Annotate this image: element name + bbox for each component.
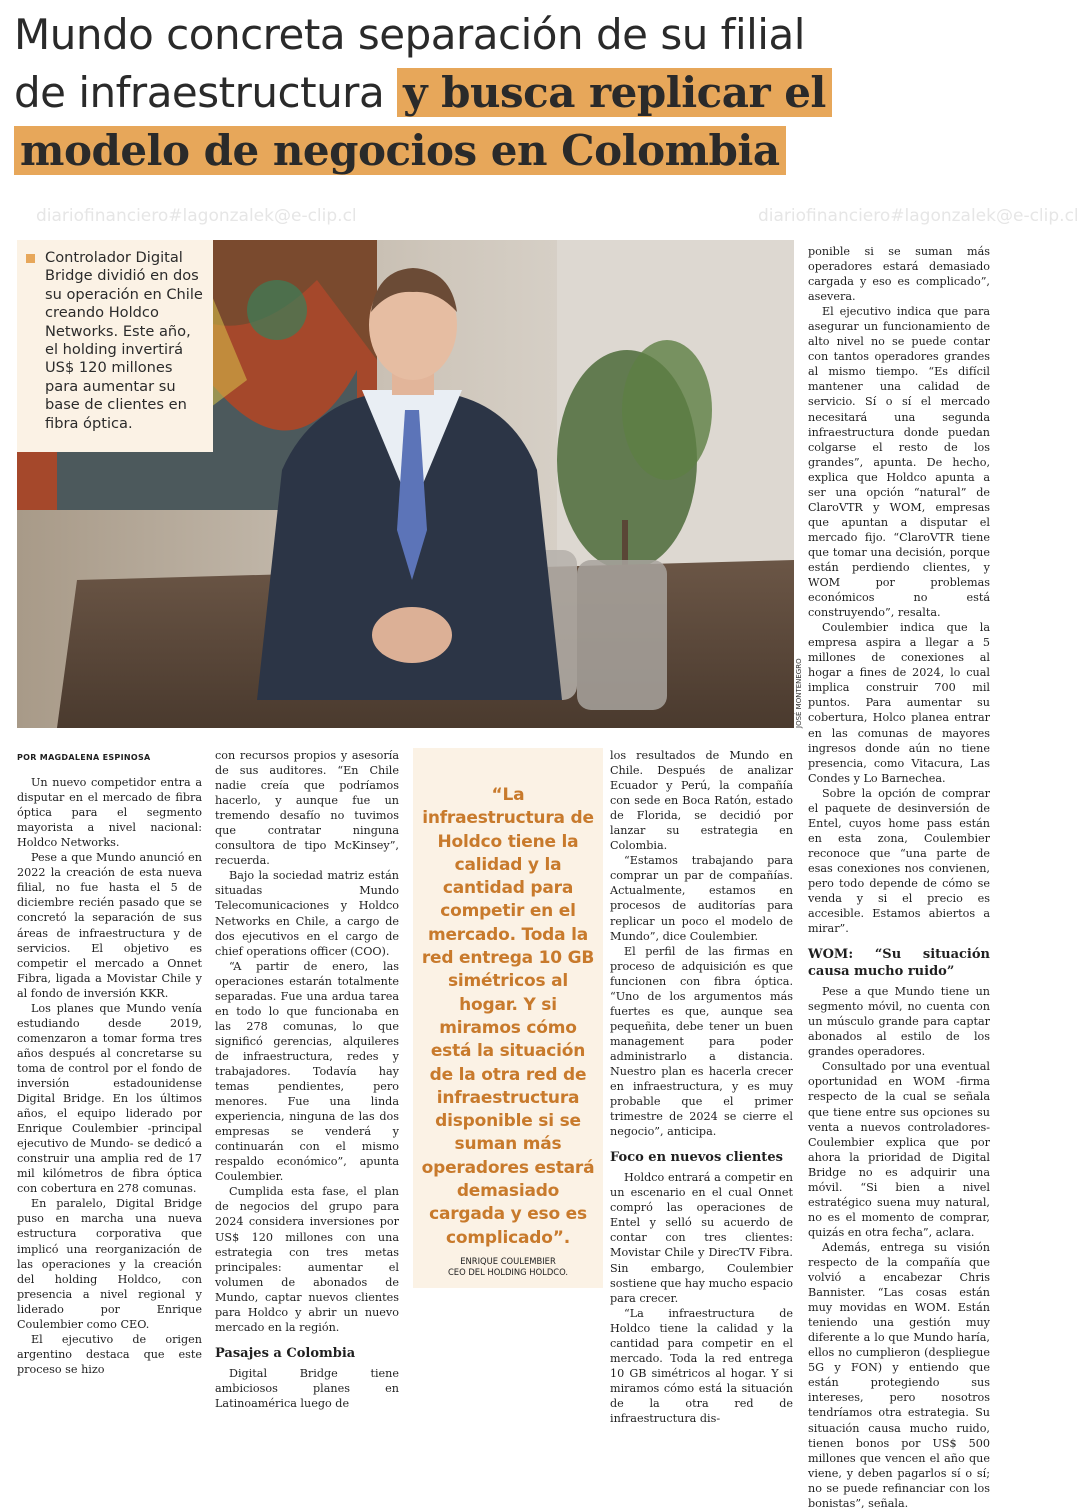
- paragraph: Coulembier indica que la empresa aspira a llegar a 5 millones de conexiones al hogar a fines de 2024, lo cual implica construir 700 mil puntos. Para aumentar su cobertura, Holco planea entrar en las comunas de mayores ingresos donde aún no tiene presencia, como Vitacura, Las Condes y Lo Barnechea.: [808, 621, 990, 785]
- photo-credit: JOSÉ MONTENEGRO: [795, 658, 803, 728]
- headline: [14, 6, 994, 180]
- paragraph: Un nuevo competidor entra a disputar en el mercado de fibra óptica para el segmento mayorista a nivel nacional: Holdco Networks.: [17, 776, 202, 850]
- article-column-4: [808, 244, 990, 1511]
- quote-author-role: CEO DEL HOLDING HOLDCO.: [447, 1267, 569, 1277]
- article-column-1: [17, 750, 202, 1377]
- subhead-pasajes: Pasajes a Colombia: [215, 1345, 356, 1361]
- headline-line-3: [14, 122, 994, 180]
- lede-text: Controlador Digital Bridge dividió en dos su operación en Chile creando Holdco Networks. Este año, el holding invertirá US$ 120 millones para aumentar su base de clientes en fibra óptica.: [45, 249, 203, 432]
- paragraph: Sobre la opción de comprar el paquete de desinversión de Entel, cuyos home pass están en esta zona, Coulembier reconoce que “una parte de esas conexiones nos convienen, pero todo depende de cómo se venda y si el precio es accesible. Estamos abiertos a mirar”.: [808, 786, 990, 936]
- paragraph: Los planes que Mundo venía estudiando desde 2019, comenzaron a tomar forma tres años después al concretarse su toma de control por el fondo de inversión estadounidense Digital Bridge. En los últimos años, el equipo liderado por Enrique Coulembier -principal ejecutivo de Mundo- se dedicó a construir una amplia red de 17 mil kilómetros de fibra óptica con cobertura en 278 comunas.: [17, 1001, 202, 1196]
- square-bullet-icon: [26, 254, 35, 263]
- headline-light-part: de infraestructura: [14, 68, 385, 117]
- quote-author-name: ENRIQUE COULEMBIER: [460, 1256, 556, 1266]
- paragraph: con recursos propios y asesoría de sus auditores. “En Chile nadie creía que podríamos hacerlo, y aunque fue un tremendo desafío no tuvimos que contratar ninguna consultora de tipo McKinsey”, recuerda.: [215, 749, 399, 868]
- paragraph: Cumplida esta fase, el plan de negocios del grupo para 2024 considera inversiones por US$ 120 millones con una estrategia con tres metas principales: aumentar el volumen de abonados de Mundo, captar nuevos clientes para Holdco y abrir un nuevo mercado en la región.: [215, 1185, 399, 1334]
- paragraph: “Estamos trabajando para comprar un par de compañías. Actualmente, estamos en procesos de auditorías para replicar un poco el modelo de Mundo”, dice Coulembier.: [610, 854, 793, 943]
- paragraph: Además, entrega su visión respecto de la compañía que volvió a encabezar Chris Bannister. “Las cosas están muy movidas en WOM. Están teniendo una gestión muy diferente a lo que Mundo haría, ellos no cumplieron (despliegue 5G y FON) y entiendo que están protegiendo sus intereses, pero nosotros tendríamos otra estrategia. Su situación causa mucho ruido, tienen bonos por US$ 500 millones que vencen el año que viene, y deben pagarlos sí o sí; no se puede refinanciar con los bonistas”, señala.: [808, 1240, 990, 1510]
- pull-quote-text: “La infraestructura de Holdco tiene la calidad y la cantidad para competir en el mercado. Toda la red entrega 10 GB simétricos al hogar. Y si miramos cómo está la situación de la otra red de infraestructura disponible si se suman más operadores estará demasiado cargada y eso es complicado”.: [421, 785, 595, 1248]
- paragraph: “La infraestructura de Holdco tiene la calidad y la cantidad para competir en el mercado. Toda la red entrega 10 GB simétricos al hogar. Y si miramos cómo está la situación de la otra red de infraestructura dis-: [610, 1306, 793, 1425]
- headline-line-2: [14, 64, 994, 122]
- headline-highlight-2: modelo de negocios en Colombia: [14, 126, 786, 175]
- paragraph: El perfil de las firmas en proceso de adquisición es que funcionen con fibra óptica. “Uno de los argumentos más fuertes es que, aunque sea pequeñita, debe tener un buen management para poder administrarlo a distancia. Nuestro plan es hacerla crecer en infraestructura, y es muy probable que el primer trimestre de 2024 se cierre el negocio”, anticipa.: [610, 944, 793, 1139]
- paragraph: “A partir de enero, las operaciones estarán totalmente separadas. Fue una ardua tarea en todo lo que funcionaba en las 278 comunas, lo que significó gerencias, alquileres de infraestructura, redes y trabajadores. Todavía hay temas pendientes, pero menores. Fue una linda experiencia, ninguna de las dos empresas se venderá y continuarán con el mismo respaldo económico”, apunta Coulembier.: [215, 959, 399, 1184]
- headline-highlight-1: y busca replicar el: [397, 68, 832, 117]
- lede-box: [17, 240, 213, 452]
- pull-quote-attribution: [413, 1256, 603, 1278]
- paragraph: Holdco entrará a competir en un escenario en el cual Onnet compró las operaciones de Entel y selló su acuerdo de contar con tres clientes: Movistar Chile y DirecTV Fibra. Sin embargo, Coulembier sostiene que hay mucho espacio para crecer.: [610, 1171, 793, 1305]
- byline: POR MAGDALENA ESPINOSA: [17, 753, 151, 762]
- paragraph: Pese a que Mundo tiene un segmento móvil, no cuenta con un músculo grande para captar abonados al estilo de los grandes operadores.: [808, 985, 990, 1059]
- subhead-foco: Foco en nuevos clientes: [610, 1150, 783, 1166]
- paragraph: El ejecutivo de origen argentino destaca que este proceso se hizo: [17, 1332, 202, 1376]
- paragraph: En paralelo, Digital Bridge puso en marcha una nueva estructura corporativa que implicó una reorganización de las operaciones y la creación del holding Holdco, con presencia a nivel regional y liderado por Enrique Coulembier como CEO.: [17, 1197, 202, 1331]
- article-column-3: [610, 748, 793, 1426]
- paragraph: Digital Bridge tiene ambiciosos planes en Latinoamérica luego de: [215, 1366, 399, 1410]
- paragraph: El ejecutivo indica que para asegurar un funcionamiento de alto nivel no se puede contar con tantos operadores grandes al mismo tiempo. “Es difícil mantener una calidad de servicio. Sí o sí el mercado necesitará una segunda infraestructura donde puedan colgarse el resto de los grandes”, apunta. De hecho, explica que Holdco apunta a ser una opción “natural” de ClaroVTR y WOM, empresas que apuntan a disputar el mercado fijo. “ClaroVTR tiene que tomar una decisión, porque están perdiendo clientes, y WOM por problemas económicos no está construyendo”, resalta.: [808, 305, 990, 620]
- watermark-right: diariofinanciero#lagonzalek@e-clip.cl: [758, 206, 1079, 226]
- paragraph: Bajo la sociedad matriz están situadas Mundo Telecomunicaciones y Holdco Networks en Chile, a cargo de dos ejecutivos en el cargo de chief operations officer (COO).: [215, 869, 399, 958]
- paragraph: ponible si se suman más operadores estará demasiado cargada y eso es complicado”, asevera.: [808, 245, 990, 304]
- pull-quote-box: [413, 748, 603, 1288]
- article-column-2: [215, 748, 399, 1411]
- paragraph: los resultados de Mundo en Chile. Después de analizar Ecuador y Perú, la compañía con sede en Boca Ratón, estado de Florida, se decidió por lanzar su estrategia en Colombia.: [610, 749, 793, 853]
- subhead-wom: WOM: “Su situación causa mucho ruido”: [808, 947, 990, 980]
- paragraph: Consultado por una eventual oportunidad en WOM -firma respecto de la cual se señala que tiene entre sus opciones su venta a nuevos controladores- Coulembier explica que por ahora la prioridad de Digital Bridge no es adquirir una móvil. “Si bien a nivel estratégico suena muy natural, no es el momento de comprar, quizás en otra fecha”, aclara.: [808, 1060, 990, 1239]
- paragraph: Pese a que Mundo anunció en 2022 la creación de esta nueva filial, no fue hasta el 5 de diciembre recién pasado que se concretó la separación de sus áreas de infraestructura y de servicios. El objetivo es competir el mercado a Onnet Fibra, ligada a Movistar Chile y al fondo de inversión KKR.: [17, 851, 202, 1000]
- watermark: diariofinanciero#lagonzalek@e-clip.cl: [36, 206, 357, 226]
- headline-line-1: Mundo concreta separación de su filial: [14, 10, 805, 59]
